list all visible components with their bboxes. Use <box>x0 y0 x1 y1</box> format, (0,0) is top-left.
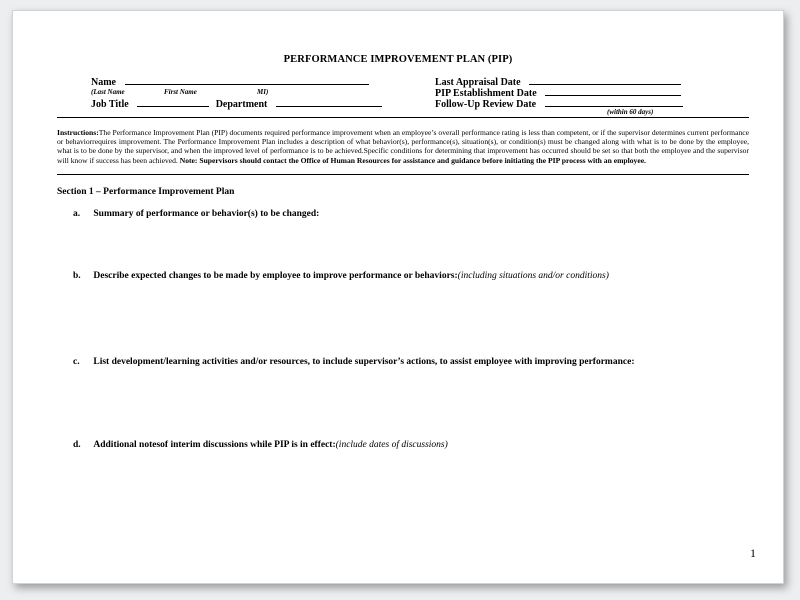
mi-hint: MI) <box>257 88 269 96</box>
department-label: Department <box>215 99 268 110</box>
page-number: 1 <box>750 546 756 560</box>
instructions-note: Note: Supervisors should contact the Office of Human Resources for assistance and guidance before initiating the PIP process with an employee. <box>179 155 646 165</box>
job-title-input-line[interactable] <box>137 97 209 107</box>
department-input-line[interactable] <box>276 97 382 107</box>
instructions-label: Instructions: <box>57 128 99 137</box>
item-text: List development/learning activities and/or resources, to include supervisor’s actions, to assist employee with improving performance: <box>93 357 635 367</box>
item-letter: d. <box>73 440 81 450</box>
within-60-days-note: (within 60 days) <box>607 108 654 116</box>
divider-top <box>57 117 749 118</box>
name-label: Name <box>91 77 116 88</box>
document-page <box>12 10 784 584</box>
item-note: (including situations and/or conditions) <box>457 271 609 281</box>
item-text: Additional notesof interim discussions while PIP is in effect: <box>93 440 336 450</box>
divider-bottom <box>57 174 749 175</box>
job-title-label: Job Title <box>91 99 129 110</box>
item-letter: a. <box>73 209 81 219</box>
first-name-hint: First Name <box>164 88 197 96</box>
name-input-line[interactable] <box>125 75 369 85</box>
item-d <box>73 440 448 450</box>
pip-establishment-input-line[interactable] <box>545 86 681 96</box>
item-a <box>73 209 319 219</box>
item-text: Summary of performance or behavior(s) to be changed: <box>93 209 320 219</box>
last-name-hint: (Last Name <box>91 88 125 96</box>
document-title: PERFORMANCE IMPROVEMENT PLAN (PIP) <box>283 54 513 65</box>
pip-establishment-label: PIP Establishment Date <box>435 88 537 99</box>
instructions-body: The Performance Improvement Plan (PIP) documents required performance improvement when an employee’s overall performance rating is less than competent, or if the supervisor determines current performance or behaviorrequires improvement. The Performance Improvement Plan includes a description of what behavior(s), performance(s), situation(s), or condition(s) must be changed along with what is to be done by the employee, what is to be done by the supervisor, and when the improved level of performance is to be achieved.Specific conditions for determining that improvement has occurred should be set so that both the employee and the supervisor will know if success has been achieved. <box>57 128 749 165</box>
last-appraisal-label: Last Appraisal Date <box>435 77 521 88</box>
item-note: (include dates of discussions) <box>335 440 448 450</box>
instructions-block <box>57 128 749 165</box>
job-title-row <box>91 97 382 110</box>
item-c <box>73 357 634 367</box>
follow-up-label: Follow-Up Review Date <box>435 99 537 110</box>
name-field-row <box>91 75 369 88</box>
section-1-title: Section 1 – Performance Improvement Plan <box>57 187 235 197</box>
follow-up-input-line[interactable] <box>545 97 683 107</box>
item-letter: c. <box>73 357 80 367</box>
item-letter: b. <box>73 271 81 281</box>
last-appraisal-input-line[interactable] <box>529 75 681 85</box>
item-b <box>73 271 609 281</box>
item-text: Describe expected changes to be made by employee to improve performance or behaviors: <box>93 271 458 281</box>
